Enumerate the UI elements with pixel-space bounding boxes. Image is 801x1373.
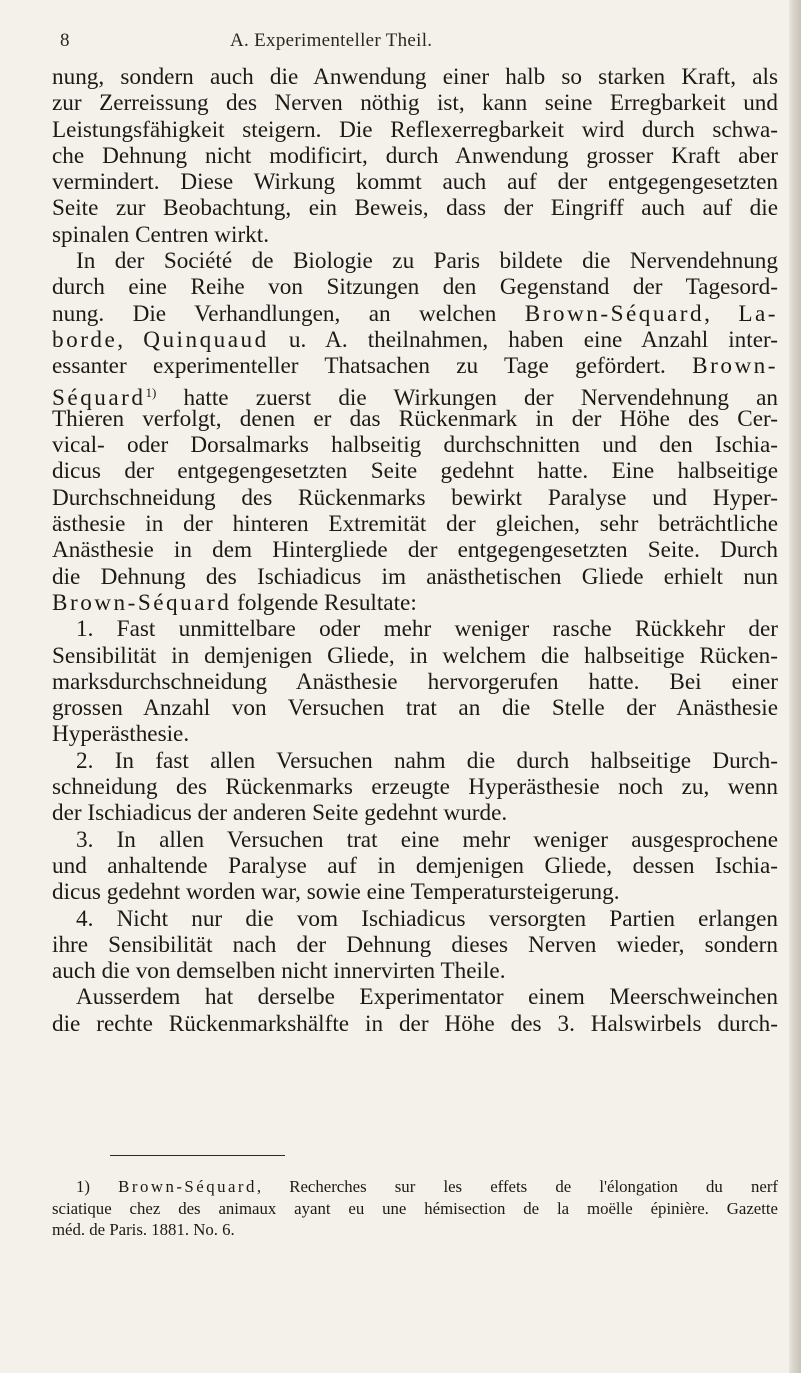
footnote [52,1176,778,1241]
text-line: 1. Fast unmittelbare oder mehr weniger rasche Rückkehr der [76,616,778,643]
text-line: durch eine Reihe von Sitzungen den Gegenstand der Tagesord- [52,274,778,301]
author-name: Quinquaud [143,326,269,353]
footnote-line: sciatique chez des animaux ayant eu une hémisection de la moëlle épinière. Gazette [52,1198,778,1218]
footnote-reference: 1) [145,384,157,400]
text-line: dicus der entgegengesetzten Seite gedehnt hatte. Eine halbseitige [52,458,778,485]
text-line: Leistungsfähigkeit steigern. Die Reflexerregbarkeit wird durch schwa- [52,116,778,143]
footnote-marker: 1) [76,1177,90,1196]
text-line: Anästhesie in dem Hintergliede der entgegengesetzten Seite. Durch [52,537,778,564]
text-line: Thieren verfolgt, denen er das Rückenmark in der Höhe des Cer- [52,405,778,432]
text-line: und anhaltende Paralyse auf in demjenigen Gliede, dessen Ischia- [52,852,778,879]
author-name: borde [52,326,118,353]
author-name: Brown- [692,353,778,380]
text-line: In der Société de Biologie zu Paris bildete die Nervendehnung [76,248,778,275]
text-line: Brown-Séquard folgende Resultate: [52,589,417,616]
author-name: Brown-Séquard [118,1177,257,1196]
footnote-divider [110,1155,285,1156]
text-line: Hyperästhesie. [52,721,190,748]
text-line: Seite zur Beobachtung, ein Beweis, dass der Eingriff auch auf die [52,195,778,222]
text-line: Sensibilität in demjenigen Gliede, in welchem die halbseitige Rücken- [52,642,778,669]
author-name: La- [738,300,778,327]
text-line: che Dehnung nicht modificirt, durch Anwendung grosser Kraft aber [52,142,778,169]
text-line: die Dehnung des Ischiadicus im anästhetischen Gliede erhielt nun [52,563,778,590]
text-line: grossen Anzahl von Versuchen trat an die Stelle der Anästhesie [52,695,778,722]
text-line: Durchschneidung des Rückenmarks bewirkt Paralyse und Hyper- [52,484,778,511]
text-line: ihre Sensibilität nach der Dehnung dieses Nerven wieder, sondern [52,931,778,958]
text-line: schneidung des Rückenmarks erzeugte Hyperästhesie noch zu, wenn [52,774,778,801]
page-number: 8 [60,30,70,51]
running-head: A. Experimenteller Theil. [230,30,433,51]
text-line: spinalen Centren wirkt. [52,221,270,248]
body-text [52,64,778,1037]
text-line: Séquard$^{1)}$ hatte zuerst die Wirkungen der Nervendehnung an [52,384,778,411]
footnote-line: 1) Brown-Séquard, Recherches sur les effets de l'élongation du nerf [76,1177,778,1196]
text-line: 3. In allen Versuchen trat eine mehr weniger ausgesprochene [76,826,778,853]
author-name: Séquard [52,384,146,411]
text-line: zur Zerreissung des Nerven nöthig ist, kann seine Erregbarkeit und [52,90,778,117]
text-line: dicus gedehnt worden war, sowie eine Temperatursteigerung. [52,879,620,906]
author-name: Brown-Séquard [52,589,232,616]
text-line: Ausserdem hat derselbe Experimentator einem Meerschweinchen [76,984,778,1011]
text-line: essanter experimenteller Thatsachen zu Tage gefördert. Brown- [52,353,778,380]
page-header [60,30,780,54]
text-line: nung, sondern auch die Anwendung einer halb so starken Kraft, als [52,64,778,90]
page-edge [789,0,801,1373]
text-line: nung. Die Verhandlungen, an welchen Brown-Séquard, La- [52,300,778,327]
text-line: marksdurchschneidung Anästhesie hervorgerufen hatte. Bei einer [52,668,778,695]
text-line: ästhesie in der hinteren Extremität der gleichen, sehr beträchtliche [52,511,778,538]
text-line: auch die von demselben nicht innervirten Theile. [52,958,506,985]
text-line: vermindert. Diese Wirkung kommt auch auf der entgegengesetzten [52,169,778,196]
text-line: borde, Quinquaud u. A. theilnahmen, haben eine Anzahl inter- [52,326,778,353]
author-name: Brown-Séquard [524,300,705,327]
text-line: die rechte Rückenmarkshälfte in der Höhe des 3. Halswirbels durch- [52,1010,778,1037]
text-line: 4. Nicht nur die vom Ischiadicus versorgten Partien erlangen [76,905,778,932]
text-line: der Ischiadicus der anderen Seite gedehnt wurde. [52,800,508,827]
footnote-line: méd. de Paris. 1881. No. 6. [52,1220,235,1239]
text-line: 2. In fast allen Versuchen nahm die durch halbseitige Durch- [76,747,778,774]
text-line: vical- oder Dorsalmarks halbseitig durchschnitten und den Ischia- [52,432,778,459]
